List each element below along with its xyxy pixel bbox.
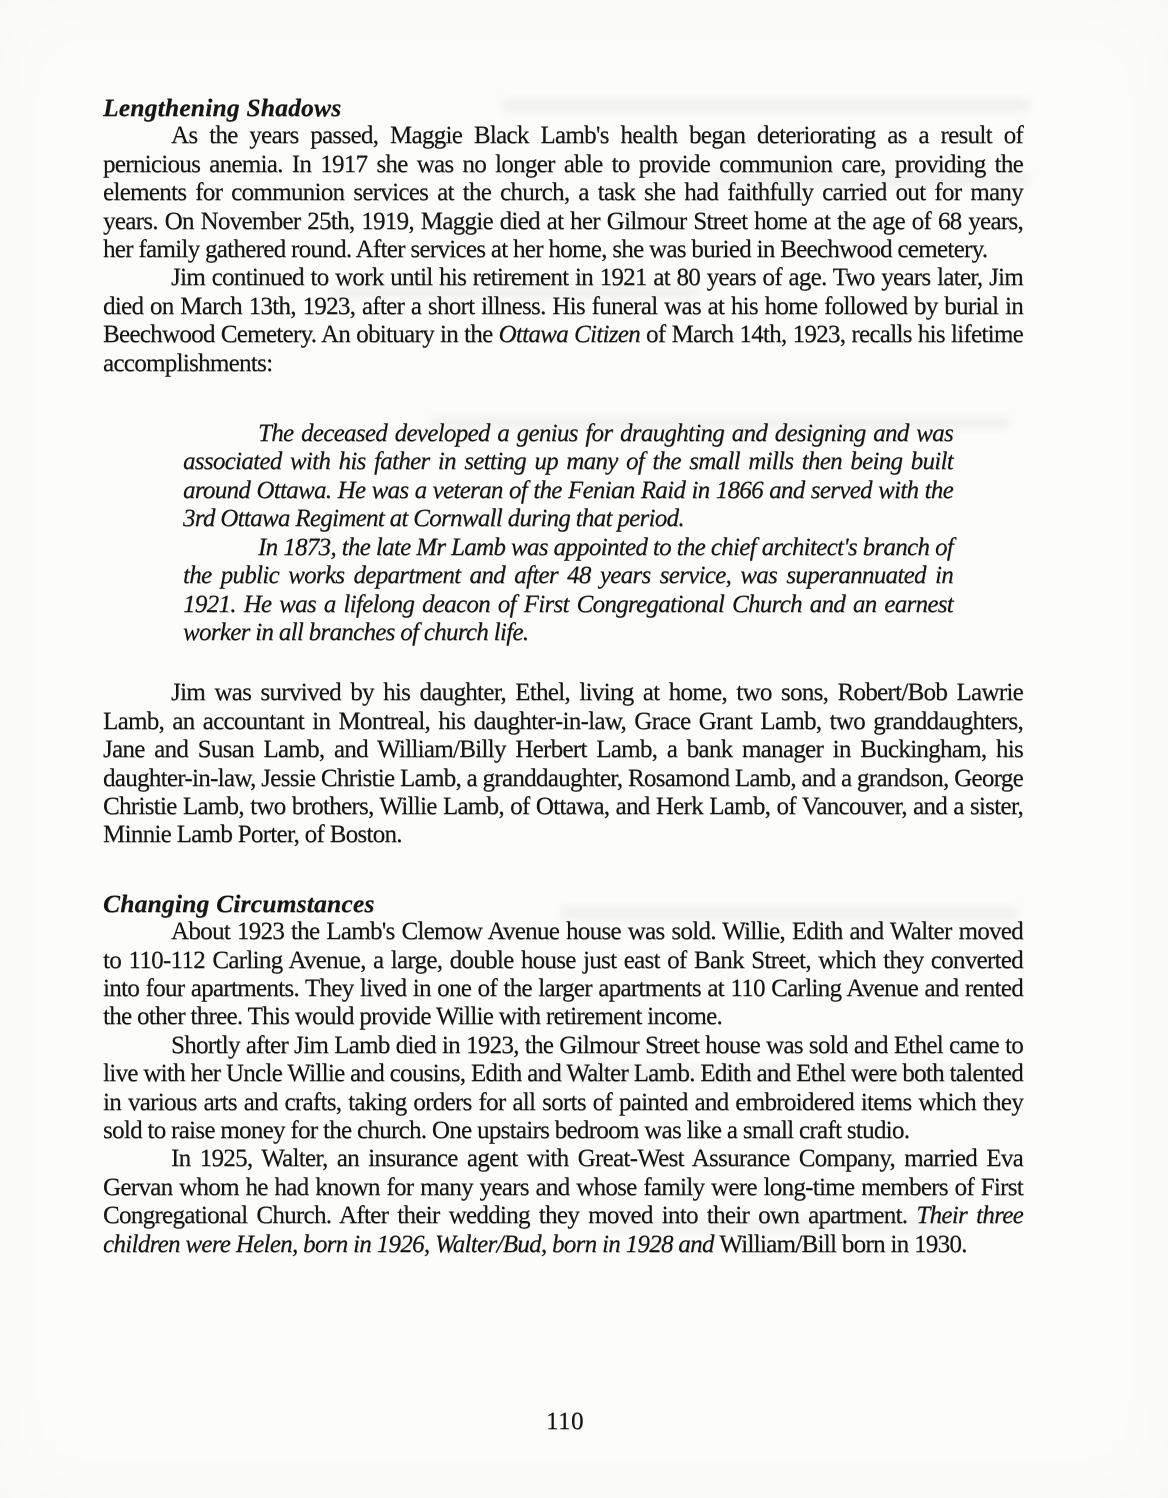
- paragraph-maggie-death: As the years passed, Maggie Black Lamb's health began deteriorating as a result of pernicious anemia. In 1917 she was no longer able to provide communion care, providing the elements for communion services at the church, a task she had faithfully carried out for many years. On November 25th, 1919, Maggie died at her Gilmour Street home at the age of 68 years, her family gathered round. After services at her home, she was buried in Beechwood cemetery.: [103, 122, 1023, 264]
- paragraph-walter-marriage: [103, 1145, 1023, 1259]
- section-heading-changing-circumstances: Changing Circumstances: [103, 888, 375, 918]
- paragraph-ethel-moves-in: Shortly after Jim Lamb died in 1923, the Gilmour Street house was sold and Ethel came to live with her Uncle Willie and cousins, Edith and Walter Lamb. Edith and Ethel were both talented in various arts and crafts, taking orders for all sorts of painted and embroidered items which they sold to raise money for the church. One upstairs bedroom was like a small craft studio.: [103, 1031, 1023, 1144]
- paragraph-jim-death-text-end: of March 14th, 1923, recalls his lifetime accomplishments:: [103, 321, 1024, 377]
- paragraph-carling-avenue: About 1923 the Lamb's Clemow Avenue house was sold. Willie, Edith and Walter moved to 110-112 Carling Avenue, a large, double house just east of Bank Street, which they converted into four apartments. They lived in one of the larger apartments at 110 Carling Avenue and rented the other three. This would provide Willie with retirement income.: [103, 918, 1023, 1031]
- page-content: [103, 94, 1023, 1259]
- paragraph-jim-death: [103, 264, 1023, 378]
- obituary-paragraph-1: The deceased developed a genius for draughting and designing and was associated with his father in setting up many of the small mills then being built around Ottawa. He was a veteran of the Fenian Raid in 1866 and served with the 3rd Ottawa Regiment at Cornwall during that period.: [183, 420, 953, 533]
- obituary-paragraph-2: In 1873, the late Mr Lamb was appointed to the chief architect's branch of the public works department and after 48 years service, was superannuated in 1921. He was a lifelong deacon of First Congregational Church and an earnest worker in all branches of church life.: [183, 533, 953, 646]
- paragraph-walter-marriage-text-end: William/Bill born in 1930.: [719, 1230, 967, 1258]
- section-heading-lengthening-shadows: Lengthening Shadows: [103, 93, 342, 122]
- obituary-quote: [183, 420, 953, 647]
- children-birth-years-italic: Their three children were Helen, born in 1926, Walter/Bud, born in 1928 and: [103, 1202, 1023, 1258]
- page-number: 110: [545, 1408, 585, 1435]
- newspaper-name: Ottawa Citizen: [498, 321, 640, 349]
- paragraph-walter-marriage-text-start: In 1925, Walter, an insurance agent with Great-West Assurance Company, married Eva Gervan whom he had known for many years and whose family were long-time members of First Congregational Church. After their wedding they moved into their own apartment.: [103, 1145, 1023, 1230]
- paragraph-survivors: Jim was survived by his daughter, Ethel, living at home, two sons, Robert/Bob Lawrie Lamb, an accountant in Montreal, his daughter-in-law, Grace Grant Lamb, two granddaughters, Jane and Susan Lamb, and William/Billy Herbert Lamb, a bank manager in Buckingham, his daughter-in-law, Jessie Christie Lamb, a granddaughter, Rosamond Lamb, and a grandson, George Christie Lamb, two brothers, Willie Lamb, of Ottawa, and Herk Lamb, of Vancouver, and a sister, Minnie Lamb Porter, of Boston.: [103, 679, 1023, 849]
- paragraph-jim-death-text-start: Jim continued to work until his retirement in 1921 at 80 years of age. Two years later, Jim died on March 13th, 1923, after a short illness. His funeral was at his home followed by burial in Beechwood Cemetery. An obituary in the: [103, 264, 1023, 349]
